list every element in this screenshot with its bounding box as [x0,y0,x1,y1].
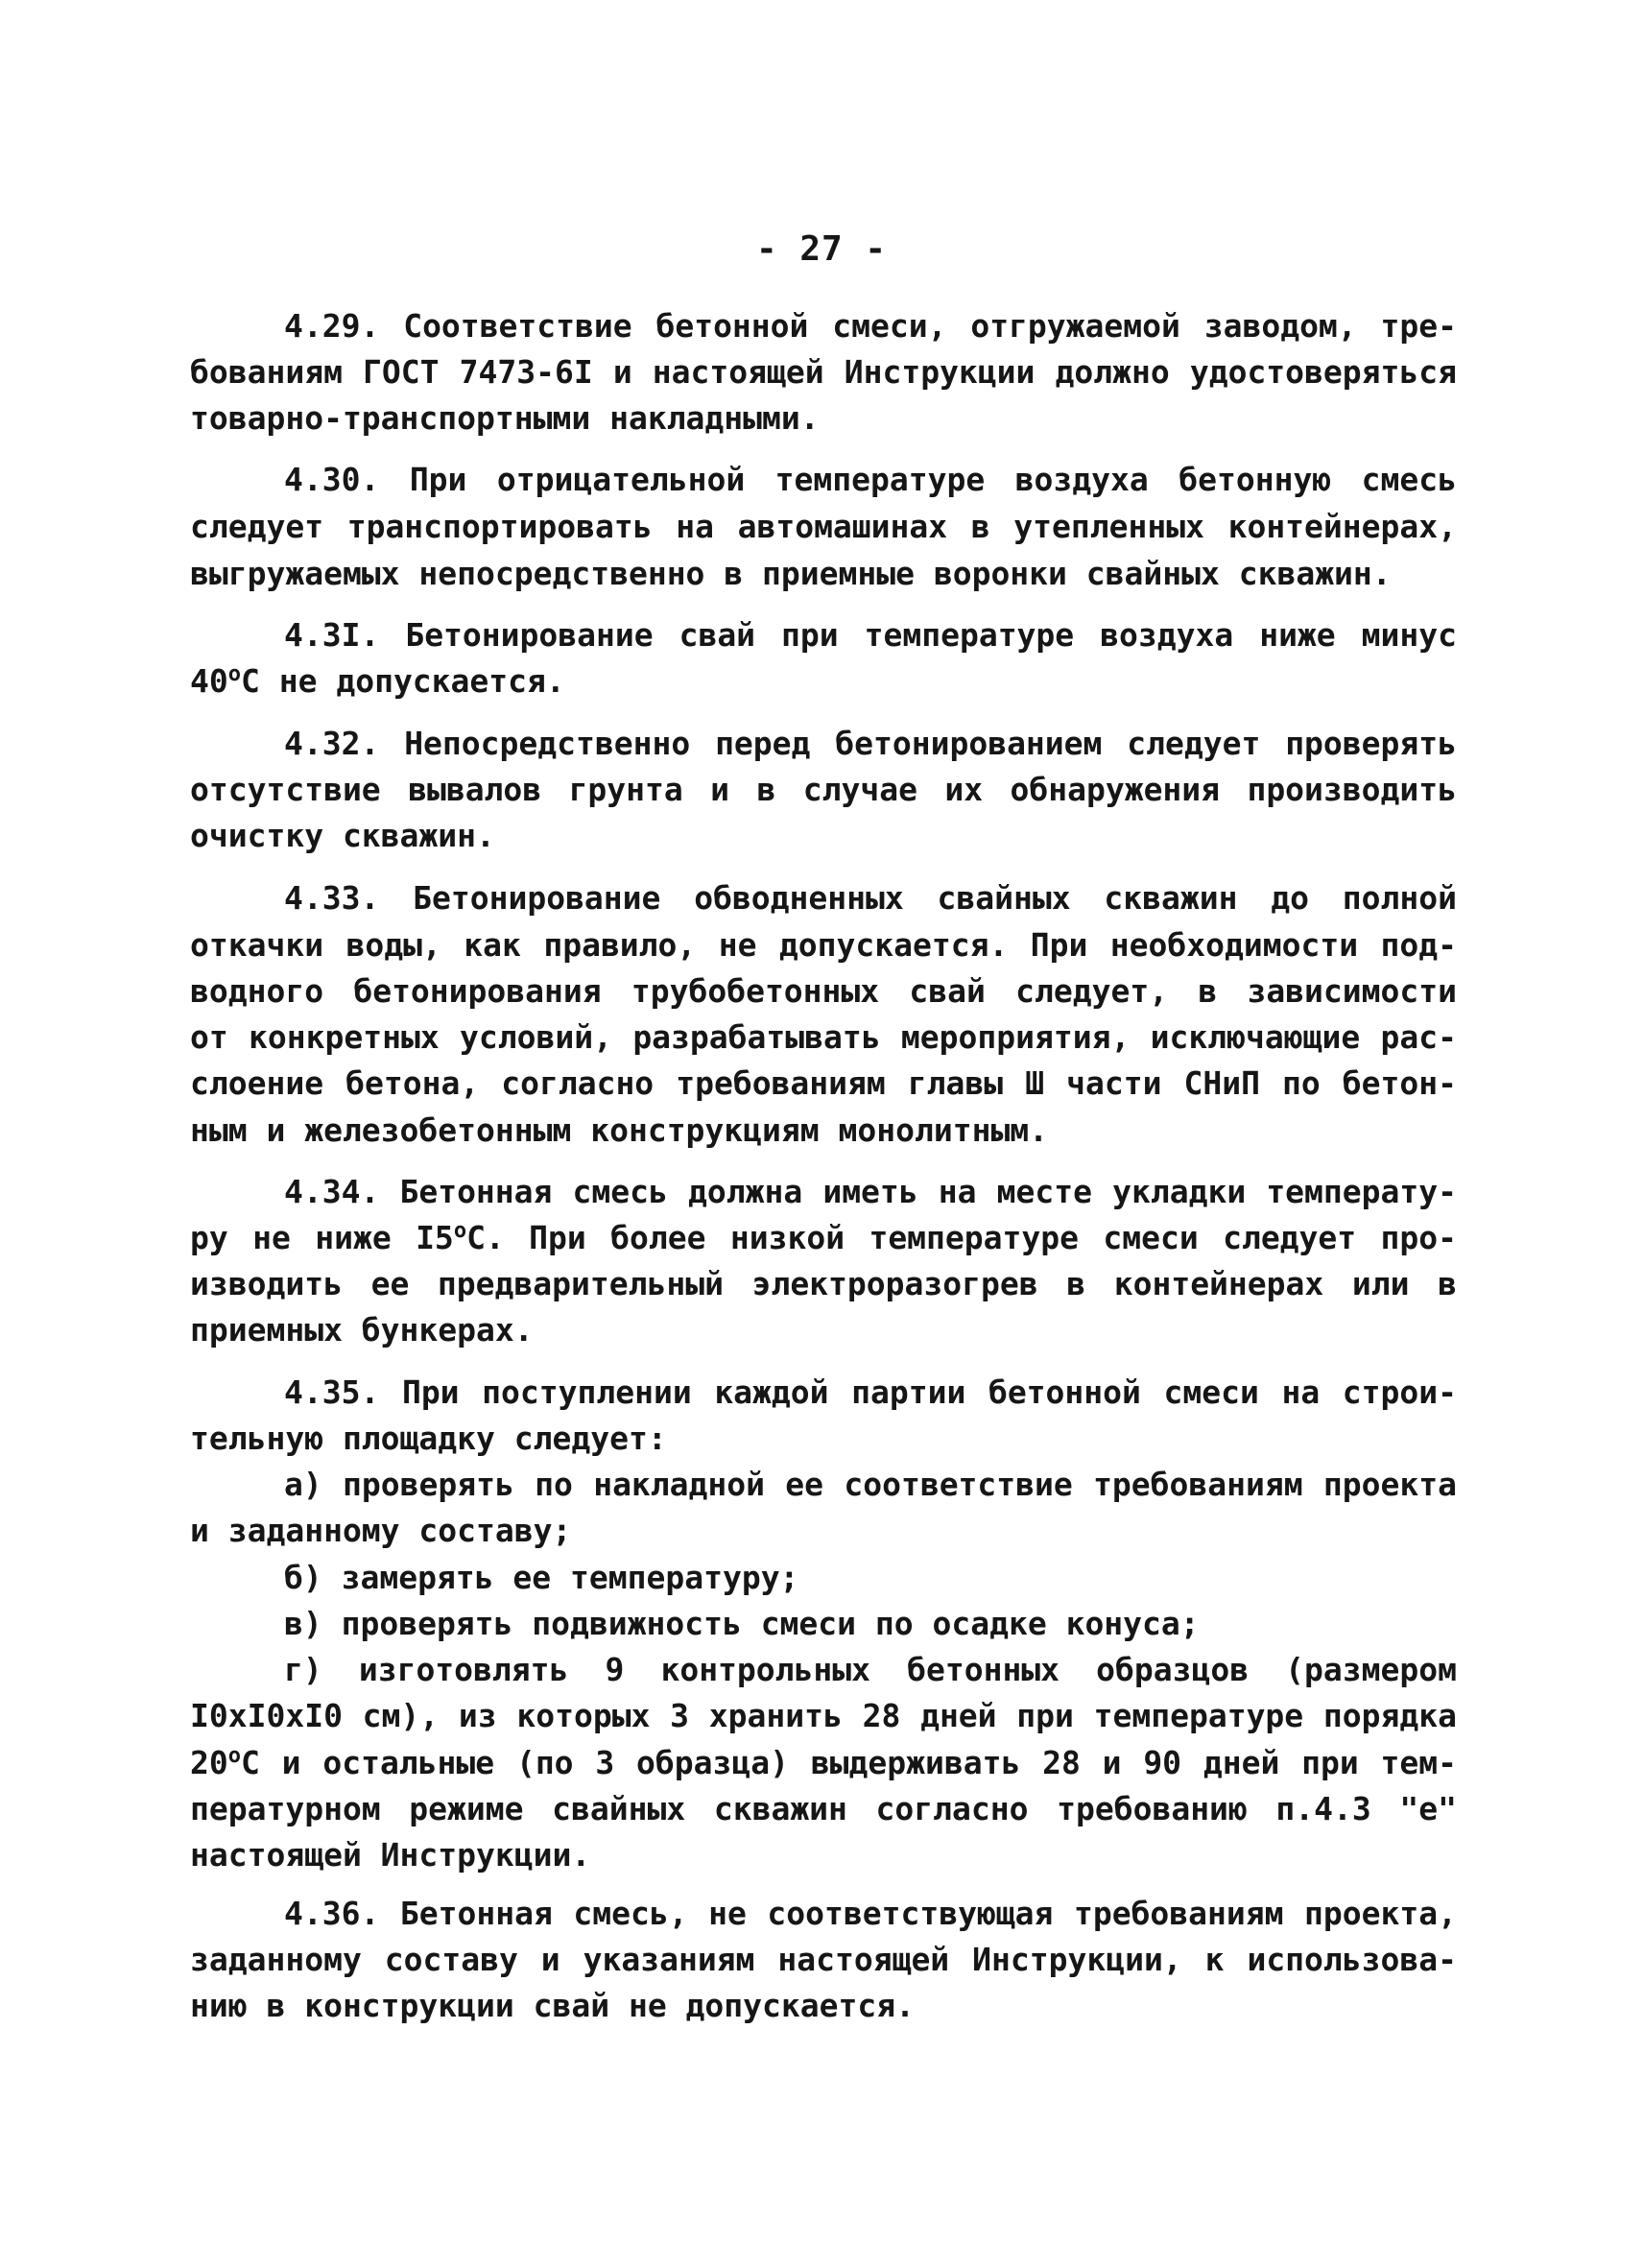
degree-sign: о [227,1744,241,1768]
clause-4-33-line-5: слоение бетона, согласно требованиям главы Ш части СНиП по бетон- [190,1064,1457,1102]
clause-4-34-line-2-end: С. При более низкой температуре смеси следует про- [466,1219,1458,1256]
clause-4-33-line-3: водного бетонирования трубобетонных свай следует, в зависимости [190,972,1457,1010]
degree-sign: о [227,662,241,686]
clause-4-35-item-d-line-1: г) изготовлять 9 контрольных бетонных образцов (размером [284,1651,1457,1688]
degree-sign: о [453,1219,467,1243]
clause-4-35-item-c: в) проверять подвижность смеси по осадке конуса; [284,1605,1200,1642]
clause-4-31-line-1: 4.3I. Бетонирование свай при температуре воздуха ниже минус [284,616,1457,654]
clause-4-35-item-a-line-1: а) проверять по накладной ее соответствие требованиям проекта [284,1466,1457,1503]
clause-4-35-item-d-line-4: пературном режиме свайных скважин согласно требованию п.4.3 "е" [190,1790,1457,1827]
clause-4-31-line-2 [190,660,1457,703]
clause-4-35-line-1: 4.35. При поступлении каждой партии бетонной смеси на строи- [284,1373,1457,1411]
clause-4-35-item-d-line-5: настоящей Инструкции. [190,1836,591,1874]
clause-4-35-item-d-line-3-text: С и остальные (по 3 образца) выдерживать 28 и 90 дней при тем- [241,1744,1457,1781]
clause-4-36-line-2: заданному составу и указаниям настоящей Инструкции, к использова- [190,1941,1457,1978]
clause-4-35-item-a-line-2: и заданному составу; [190,1512,572,1549]
clause-4-30-line-1: 4.30. При отрицательной температуре воздуха бетонную смесь [284,461,1457,498]
clause-4-36-line-3: нию в конструкции свай не допускается. [190,1987,915,2024]
clause-4-36-line-1: 4.36. Бетонная смесь, не соответствующая требованиям проекта, [284,1895,1457,1932]
clause-4-35-item-d-temperature: 20 [190,1744,228,1781]
clause-4-29-line-1: 4.29. Соответствие бетонной смеси, отгружаемой заводом, тре- [284,307,1457,345]
clause-4-35-item-d-line-2: I0xI0xI0 см), из которых 3 хранить 28 дней при температуре порядка [190,1697,1457,1734]
clause-4-35-item-b: б) замерять ее температуру; [284,1559,799,1596]
clause-4-34-line-1: 4.34. Бетонная смесь должна иметь на месте укладки температу- [284,1173,1457,1210]
clause-4-34-line-2-start: ру не ниже I5 [190,1219,454,1256]
clause-4-34-line-2 [190,1217,1457,1259]
clause-4-32-line-1: 4.32. Непосредственно перед бетонированием следует проверять [284,725,1457,762]
clause-4-30-line-3: выгружаемых непосредственно в приемные воронки свайных скважин. [190,555,1392,592]
clause-4-33-line-1: 4.33. Бетонирование обводненных свайных скважин до полной [284,879,1457,917]
clause-4-32-line-3: очистку скважин. [190,817,495,854]
clause-4-34-line-3: изводить ее предварительный электроразогрев в контейнерах или в [190,1265,1457,1302]
clause-4-33-line-2: откачки воды, как правило, не допускается. При необходимости под- [190,926,1457,964]
clause-4-31-line-2-text: С не допускается. [241,662,565,700]
clause-4-35-line-2: тельную площадку следует: [190,1420,667,1457]
clause-4-35-item-d-line-3 [190,1742,1457,1784]
clause-4-34-line-4: приемных бункерах. [190,1311,534,1349]
clause-4-32-line-2: отсутствие вывалов грунта и в случае их обнаружения производить [190,771,1457,808]
clause-4-33-line-6: ным и железобетонным конструкциям монолитным. [190,1111,1049,1149]
clause-4-30-line-2: следует транспортировать на автомашинах в утепленных контейнерах, [190,508,1457,545]
clause-4-29-line-2: бованиям ГОСТ 7473-6I и настоящей Инструкции должно удостоверяться [190,353,1457,391]
page-number: - 27 - [755,229,888,269]
clause-4-29-line-3: товарно-транспортными накладными. [190,399,820,437]
temperature-value: 40 [190,662,228,700]
clause-4-33-line-4: от конкретных условий, разрабатывать мероприятия, исключающие рас- [190,1018,1457,1056]
